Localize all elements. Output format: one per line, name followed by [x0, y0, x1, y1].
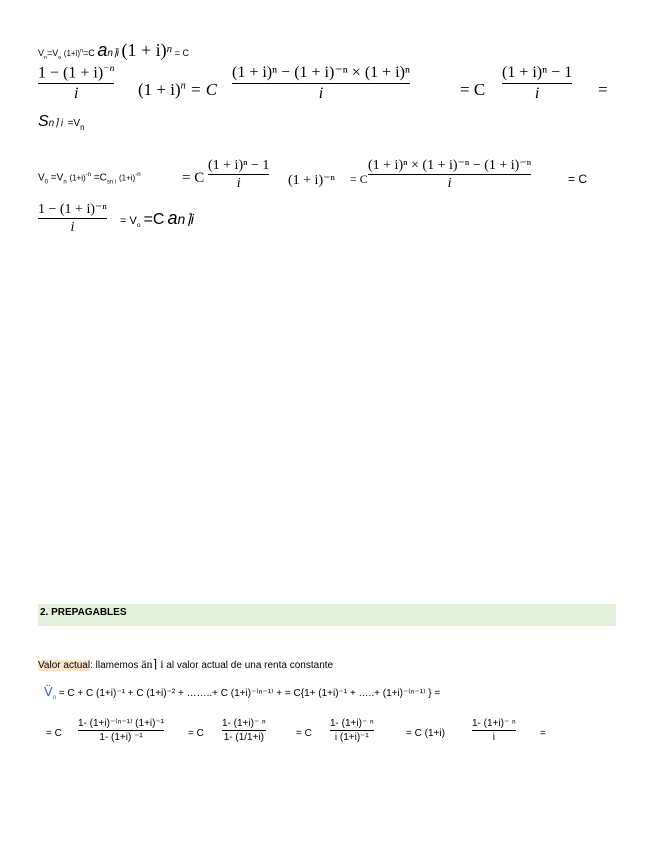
after-frac1-paren: (1 + i) [138, 80, 181, 99]
paren: (1 + i) [121, 40, 167, 60]
f4-eq1: = C [188, 728, 204, 739]
eq-c4: = C [568, 172, 588, 186]
f4-frac4 [472, 718, 516, 743]
frac3 [502, 64, 572, 102]
vn-symbol: V [38, 48, 45, 58]
after-frac-a: (1 + i)⁻ⁿ [288, 173, 335, 188]
formula2-end [120, 208, 194, 229]
eq-vn: =V [50, 172, 64, 184]
formula2-line1 [38, 172, 141, 185]
valor-line [38, 657, 333, 672]
f4-frac1-num: 1- (1+i)⁻⁽ⁿ⁻¹⁾ (1+i)⁻¹ [78, 718, 165, 729]
sni-sub-n: n [80, 123, 85, 133]
f4-frac2-den: 1- (1/1+i) [223, 732, 264, 743]
v-symbol: V̈ [44, 684, 53, 699]
frac-a-den: i [236, 176, 241, 192]
ani-symbol: a [167, 208, 178, 228]
factor-exp: n [80, 48, 84, 54]
f4-eq2: = C [296, 728, 312, 739]
v0-sub: 0 [44, 179, 49, 186]
ani-symbol: a [97, 40, 108, 60]
formula3-rhs: = C + C (1+i)⁻¹ + C (1+i)⁻² + ……..+ C (1+i)⁻⁽ⁿ⁻¹⁾ + = C{1+ (1+i)⁻¹ + …..+ (1+i)⁻⁽ⁿ⁻¹⁾ } = [58, 688, 441, 699]
factor2-exp: -n [135, 172, 141, 178]
frac1 [38, 64, 114, 103]
f4-eq4: = [540, 728, 546, 739]
eq-c: =C [93, 172, 107, 184]
eq-c2: = C [174, 48, 189, 58]
eq3: = [598, 80, 608, 99]
ani-sub: n⌉i [177, 211, 194, 227]
ani-sub: n⌉i [107, 48, 120, 59]
frac1-exp: −n [103, 63, 115, 74]
after-frac1-exp: n [180, 80, 186, 92]
frac-b-den: i [447, 176, 452, 192]
f4-frac2-num: 1- (1+i)⁻ ⁿ [222, 718, 266, 729]
f4-eq-c: = C [46, 728, 62, 739]
vo-sub: o [58, 54, 62, 61]
f4-frac3-num: 1- (1+i)⁻ ⁿ [330, 718, 374, 729]
vn-sub: n [63, 179, 67, 186]
frac2-den: i [318, 84, 324, 102]
vn-sub: n [44, 54, 48, 61]
f4-eq3: = C (1+i) [406, 728, 445, 739]
sni-line [38, 113, 85, 132]
sni-sub: n⌉ i [48, 118, 64, 129]
sni-eq: =V [67, 118, 81, 129]
frac3-num: (1 + i)ⁿ − 1 [502, 64, 573, 81]
factor2: (1+i) [118, 173, 136, 183]
frac-c [38, 202, 107, 236]
f4-frac3 [330, 718, 374, 743]
frac-b-num: (1 + i)ⁿ × (1 + i)⁻ⁿ − (1 + i)⁻ⁿ [368, 158, 532, 173]
paren-exp: n [166, 43, 173, 55]
frac2-num: (1 + i)ⁿ − (1 + i)⁻ⁿ × (1 + i)ⁿ [232, 64, 410, 81]
frac-a-num: (1 + i)ⁿ − 1 [208, 158, 270, 173]
valor-text-b: al valor actual de una renta constante [163, 660, 334, 671]
frac1-den: i [73, 84, 79, 102]
f4-frac1-den: 1- (1+i) ⁻¹ [99, 732, 143, 743]
vo-sub: o [136, 222, 141, 230]
factor: (1+i) [63, 49, 81, 58]
eq-vo: = V [120, 215, 137, 227]
v-sub: o [52, 695, 57, 701]
factor-exp: -n [85, 172, 92, 178]
sni-sub: sn i [106, 179, 117, 186]
formula3 [44, 684, 440, 701]
eq-v: =V [47, 48, 59, 58]
frac2 [232, 64, 410, 102]
v0-symbol: V [38, 172, 45, 184]
frac1-num: 1 − (1 + i) [38, 64, 104, 82]
formula1-line1 [38, 40, 189, 61]
eq-c3: = C [350, 172, 368, 186]
eq2: = C [460, 80, 486, 99]
eq-c2: = C [182, 170, 205, 186]
f4-frac3-den: i (1+i)⁻¹ [334, 732, 369, 743]
section-title: 2. PREPAGABLES [40, 607, 127, 618]
sni-symbol: S [38, 113, 49, 130]
f4-frac4-num: 1- (1+i)⁻ ⁿ [472, 718, 516, 729]
frac-b [368, 158, 531, 192]
f4-frac2 [222, 718, 266, 743]
eq-c: =C [83, 48, 95, 58]
eq-cani: =C [143, 211, 165, 228]
frac3-den: i [534, 84, 540, 102]
frac-c-den: i [70, 220, 75, 236]
f4-frac4-den: i [492, 732, 495, 743]
factor: (1+i) [69, 173, 86, 183]
valor-text-a: : llamemos [90, 660, 142, 671]
valor-label: Valor actual [38, 660, 91, 671]
frac-c-num: 1 − (1 + i)⁻ⁿ [38, 202, 107, 217]
eq-c3: = C [189, 80, 218, 99]
ani-symbol: än⌉ i [141, 657, 164, 671]
f4-frac1 [78, 718, 164, 743]
after-frac1 [138, 80, 217, 100]
frac-a [208, 158, 269, 192]
